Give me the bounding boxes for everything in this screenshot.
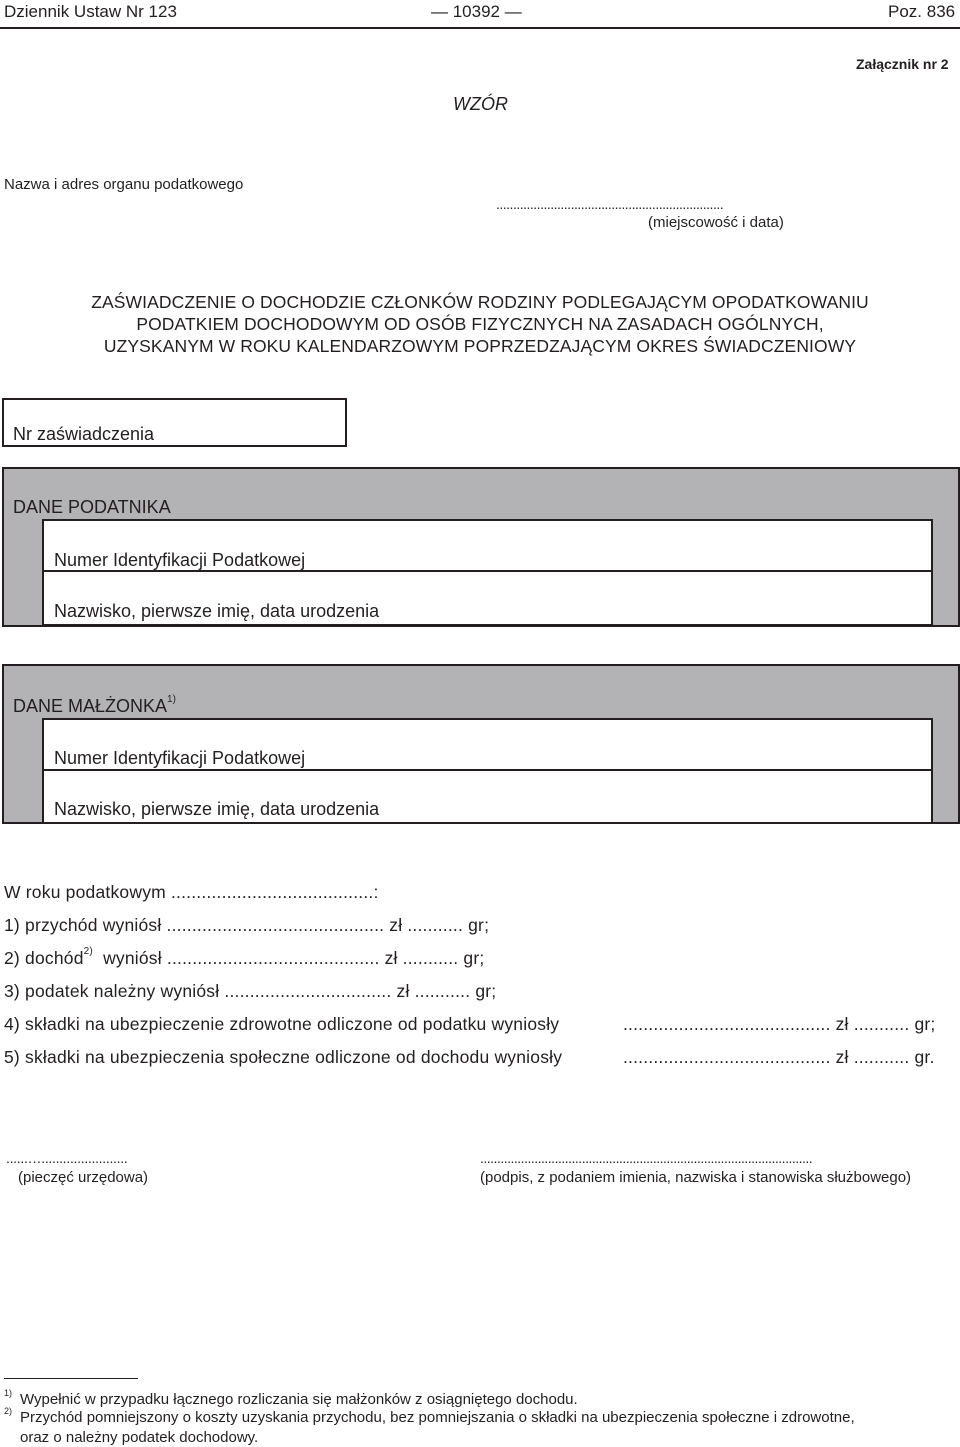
tax-year-line: W roku podatkowym ........................................:	[4, 882, 379, 902]
footnote-2-text-line-2: oraz o należny podatek dochodowy.	[20, 1429, 259, 1446]
income-row-5: 5) składki na ubezpieczenia społeczne odliczone od dochodu wyniosły	[4, 1047, 563, 1067]
stamp-caption: (pieczęć urzędowa)	[18, 1169, 149, 1186]
spouse-nip-field[interactable]	[42, 718, 933, 771]
certificate-number-box[interactable]	[2, 398, 347, 447]
header-rule	[0, 27, 960, 29]
spouse-nip-label: Numer Identyfikacji Podatkowej	[54, 748, 306, 768]
taxpayer-heading: DANE PODATNIKA	[13, 497, 171, 517]
income-row-4: 4) składki na ubezpieczenie zdrowotne odliczone od podatku wyniosły	[4, 1014, 560, 1034]
taxpayer-name-field[interactable]	[42, 570, 933, 626]
place-date-dots: ...................................................................	[496, 196, 724, 212]
footnote-1-text: Wypełnić w przypadku łącznego rozliczania się małżonków z osiągniętego dochodu.	[20, 1391, 578, 1408]
journal-title: Dziennik Ustaw Nr 123	[4, 2, 177, 21]
wzor-label: WZÓR	[453, 94, 508, 114]
certificate-number-label: Nr zaświadczenia	[13, 424, 155, 444]
income-row-4-amount: ......................................... zł ........... gr;	[623, 1014, 936, 1034]
income-row-5-amount: ......................................... zł ........... gr.	[623, 1047, 935, 1067]
document-title-line-1: ZAŚWIADCZENIE O DOCHODZIE CZŁONKÓW RODZINY PODLEGAJĄCYM OPODATKOWANIU	[91, 292, 869, 312]
footnote-1-number: 1)	[4, 1388, 13, 1398]
signature-dots: ..................................................................................................	[480, 1150, 813, 1166]
spouse-heading: DANE MAŁŻONKA$^{1)}$	[13, 694, 176, 716]
page-number: — 10392 —	[431, 2, 522, 21]
footnote-rule	[4, 1378, 138, 1379]
authority-label: Nazwa i adres organu podatkowego	[4, 176, 244, 193]
footnote-2-number: 2)	[4, 1406, 13, 1416]
place-date-caption: (miejscowość i data)	[648, 214, 784, 231]
taxpayer-nip-label: Numer Identyfikacji Podatkowej	[54, 550, 306, 570]
income-row-1: 1) przychód wyniósł ........................................... zł ........... gr;	[4, 915, 490, 935]
taxpayer-name-label: Nazwisko, pierwsze imię, data urodzenia	[54, 601, 380, 621]
footnote-2-text-line-1: Przychód pomniejszony o koszty uzyskania przychodu, bez pomniejszania o składki na ubezpieczenia społeczne i zdrowotne,	[20, 1409, 855, 1426]
spouse-name-label: Nazwisko, pierwsze imię, data urodzenia	[54, 799, 380, 819]
position-number: Poz. 836	[888, 2, 956, 21]
signature-caption: (podpis, z podaniem imienia, nazwiska i stanowiska służbowego)	[480, 1169, 912, 1186]
annex-label: Załącznik nr 2	[856, 56, 949, 72]
spouse-name-field[interactable]	[42, 769, 933, 824]
income-row-2: 2) dochód$^{2)}$ wyniósł .......................................... zł ........... gr;	[4, 946, 485, 968]
document-title-line-2: PODATKIEM DOCHODOWYM OD OSÓB FIZYCZNYCH NA ZASADACH OGÓLNYCH,	[136, 314, 824, 334]
income-row-3: 3) podatek należny wyniósł ................................. zł ........... gr;	[4, 981, 497, 1001]
stamp-dots: ......…........................	[6, 1150, 128, 1166]
taxpayer-nip-field[interactable]	[42, 519, 933, 572]
document-title-line-3: UZYSKANYM W ROKU KALENDARZOWYM POPRZEDZAJĄCYM OKRES ŚWIADCZENIOWY	[103, 336, 857, 356]
